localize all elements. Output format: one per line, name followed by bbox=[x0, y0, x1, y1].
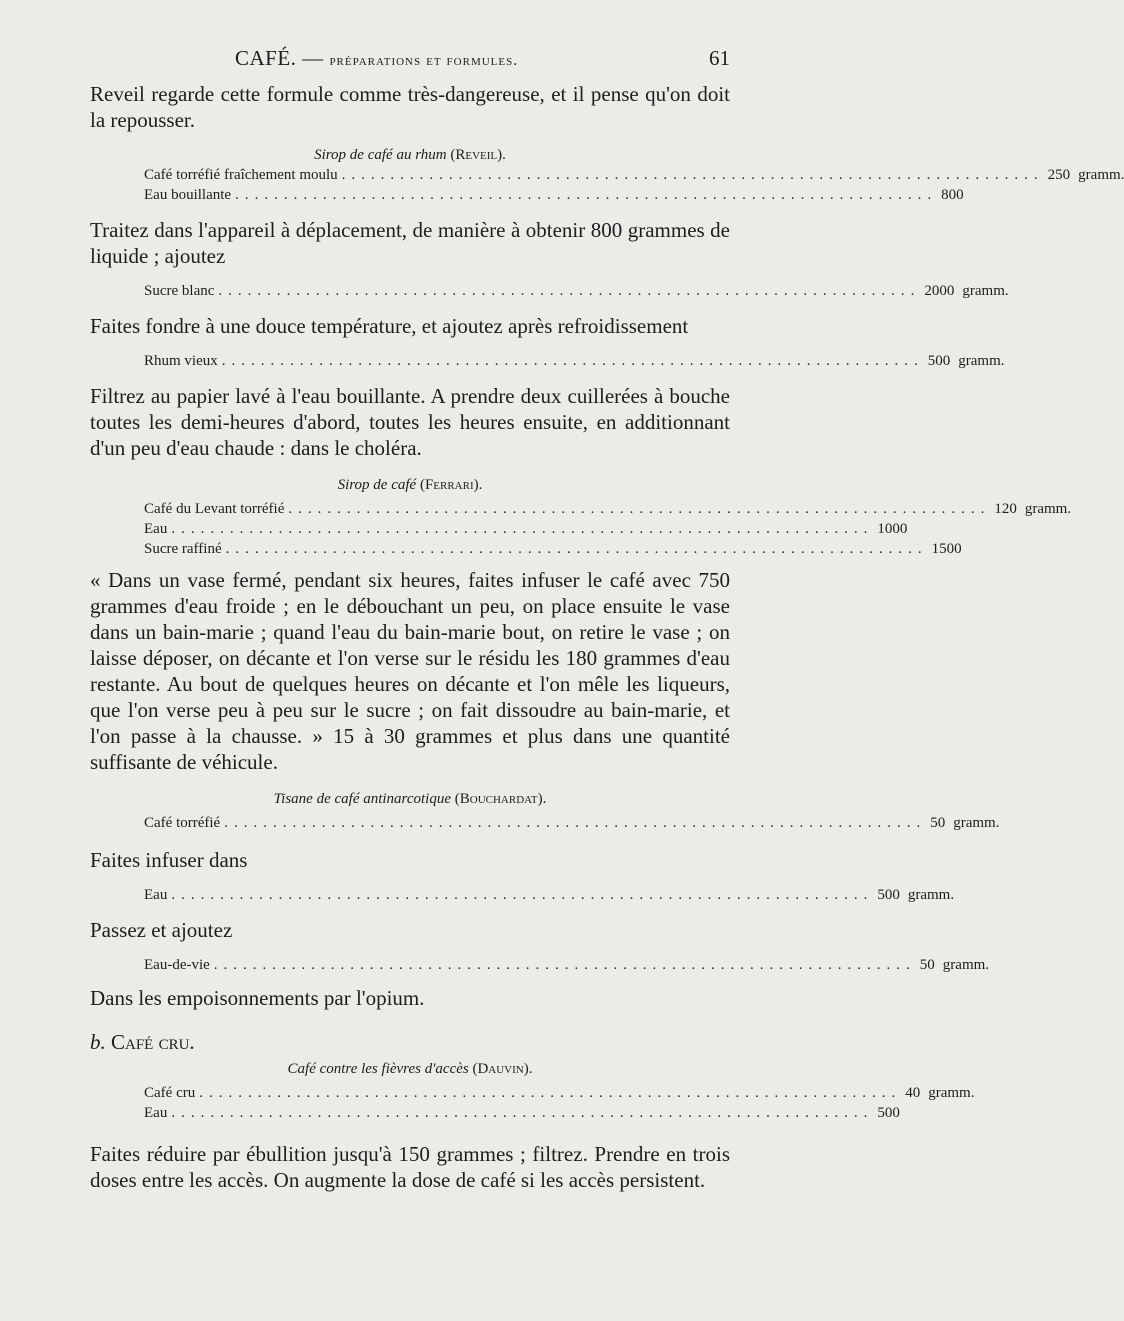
ingredient-amount: 120 bbox=[994, 501, 1017, 517]
formula-tisane bbox=[90, 789, 1000, 833]
formula-title bbox=[90, 475, 730, 495]
running-title-main: CAFÉ. — bbox=[235, 46, 330, 70]
ingredient-name: Rhum vieux bbox=[144, 353, 218, 369]
ingredient-amount: 500 bbox=[927, 353, 951, 369]
ingredient-name: Eau bbox=[144, 887, 168, 903]
ingredient-amount: 40 bbox=[905, 1085, 921, 1101]
formula-title bbox=[90, 789, 730, 809]
ingredient-amount: 50 bbox=[930, 815, 946, 831]
leader-dots: ........................................................................ bbox=[171, 1105, 874, 1121]
ingredient-row bbox=[144, 1103, 900, 1123]
formula-fievres bbox=[90, 1059, 975, 1123]
ingredient-unit: gramm. bbox=[928, 1085, 975, 1101]
running-title-sub: préparations et formules. bbox=[329, 52, 519, 69]
ingredient-row bbox=[144, 813, 1000, 833]
ingredient-row-rhum bbox=[144, 351, 1005, 371]
ingredient-unit: gramm. bbox=[1078, 167, 1124, 183]
leader-dots: ........................................................................ bbox=[288, 501, 991, 517]
ingredient-row-eau-de-vie bbox=[144, 955, 990, 975]
formula-title-text: Café contre les fièvres d'accès bbox=[287, 1061, 469, 1077]
running-title bbox=[235, 46, 518, 71]
ingredient-name: Sucre raffiné bbox=[144, 541, 222, 557]
paragraph-faites-fondre: Faites fondre à une douce température, et ajoutez après refroidissement bbox=[90, 314, 689, 338]
ingredient-name: Eau bbox=[144, 521, 168, 537]
paragraph-filtrez: Filtrez au papier lavé à l'eau bouillante. A prendre deux cuillerées à bouche toutes les demi-heures d'abord, toutes les heures ensuite, en additionnant d'un peu d'eau chaude : dans le choléra. bbox=[90, 384, 730, 460]
ingredient-name: Eau bouillante bbox=[144, 187, 232, 203]
running-header bbox=[90, 46, 730, 74]
formula-author: (Bouchardat). bbox=[454, 791, 547, 807]
leader-dots: ........................................................................ bbox=[213, 957, 916, 973]
ingredient-unit: gramm. bbox=[1024, 501, 1072, 517]
ingredient-name: Eau-de-vie bbox=[144, 957, 210, 973]
leader-dots: ........................................................................ bbox=[235, 187, 938, 203]
leader-dots: ........................................................................ bbox=[199, 1085, 902, 1101]
leader-dots: ........................................................................ bbox=[218, 283, 921, 299]
ingredient-unit: gramm. bbox=[962, 283, 1009, 299]
ingredient-amount: 50 bbox=[919, 957, 935, 973]
ingredient-row-eau bbox=[144, 885, 955, 905]
formula-sirop-rhum bbox=[90, 145, 1124, 205]
ingredient-name: Eau bbox=[144, 1105, 168, 1121]
formula-author: (Reveil). bbox=[450, 147, 506, 163]
paragraph-reveil: Reveil regarde cette formule comme très-dangereuse, et il pense qu'on doit la repousser. bbox=[90, 82, 730, 132]
ingredient-amount: 250 bbox=[1047, 167, 1071, 183]
page-number: 61 bbox=[709, 46, 730, 70]
ingredient-row bbox=[144, 1083, 975, 1103]
paragraph-passez: Passez et ajoutez bbox=[90, 918, 233, 942]
paragraph-dans-un-vase: « Dans un vase fermé, pendant six heures, faites infuser le café avec 750 grammes d'eau froide ; en le débouchant un peu, on place ensuite le vase dans un bain-marie ; quand l'eau du bain-marie bout, on retire le vase ; on laisse déposer, on décante et l'on verse sur le résidu les 180 grammes d'eau restante. Au bout de quelques heures on décante et l'on mêle les liqueurs, que l'on verse peu à peu sur le sucre ; on fait dissoudre au bain-marie, et l'on passe à la chausse. » 15 à 30 grammes et plus dans une quantité suffisante de véhicule. bbox=[90, 568, 730, 774]
ingredient-unit: gramm. bbox=[942, 957, 990, 973]
formula-title-text: Sirop de café au rhum bbox=[314, 147, 447, 163]
paragraph-faites-reduire: Faites réduire par ébullition jusqu'à 150 grammes ; filtrez. Prendre en trois doses entre les accès. On augmente la dose de café si les accès persistent. bbox=[90, 1142, 730, 1192]
ingredient-name: Café torréfié bbox=[144, 815, 221, 831]
paragraph-faites-infuser: Faites infuser dans bbox=[90, 848, 248, 872]
ingredient-row bbox=[144, 185, 964, 205]
ingredient-amount: 500 bbox=[877, 887, 900, 903]
leader-dots: ........................................................................ bbox=[221, 353, 924, 369]
paragraph-empoisonnements: Dans les empoisonnements par l'opium. bbox=[90, 986, 425, 1010]
formula-title-text: Sirop de café bbox=[337, 477, 417, 493]
ingredient-row-sucre bbox=[144, 281, 1009, 301]
formula-title bbox=[90, 145, 730, 165]
ingredient-amount: 1000 bbox=[877, 521, 908, 537]
section-heading-cafe-cru bbox=[90, 1029, 730, 1055]
ingredient-row bbox=[144, 539, 962, 559]
formula-author: (Ferrari). bbox=[419, 477, 483, 493]
paragraph-traitez: Traitez dans l'appareil à déplacement, de manière à obtenir 800 grammes de liquide ; ajoutez bbox=[90, 218, 730, 268]
leader-dots: ........................................................................ bbox=[224, 815, 927, 831]
leader-dots: ........................................................................ bbox=[171, 887, 874, 903]
ingredient-row bbox=[144, 165, 1124, 185]
ingredient-name: Sucre blanc bbox=[144, 283, 215, 299]
ingredient-unit: gramm. bbox=[907, 887, 955, 903]
leader-dots: ........................................................................ bbox=[341, 167, 1044, 183]
ingredient-amount: 1500 bbox=[931, 541, 962, 557]
ingredient-name: Café cru bbox=[144, 1085, 196, 1101]
section-title: Café cru. bbox=[111, 1030, 195, 1054]
ingredient-amount: 500 bbox=[877, 1105, 900, 1121]
page-body bbox=[90, 81, 1124, 1193]
leader-dots: ........................................................................ bbox=[225, 541, 928, 557]
formula-author: (Dauvin). bbox=[472, 1061, 533, 1077]
ingredient-amount: 2000 bbox=[924, 283, 955, 299]
ingredient-name: Café torréfié fraîchement moulu bbox=[144, 167, 338, 183]
ingredient-row bbox=[144, 519, 908, 539]
formula-sirop-ferrari bbox=[90, 475, 1072, 559]
formula-title bbox=[90, 1059, 730, 1079]
ingredient-amount: 800 bbox=[941, 187, 964, 203]
ingredient-unit: gramm. bbox=[958, 353, 1005, 369]
formula-title-text: Tisane de café antinarcotique bbox=[273, 791, 451, 807]
leader-dots: ........................................................................ bbox=[171, 521, 874, 537]
section-letter: b. bbox=[90, 1030, 106, 1054]
ingredient-unit: gramm. bbox=[953, 815, 1000, 831]
ingredient-row bbox=[144, 499, 1072, 519]
ingredient-name: Café du Levant torréfié bbox=[144, 501, 285, 517]
